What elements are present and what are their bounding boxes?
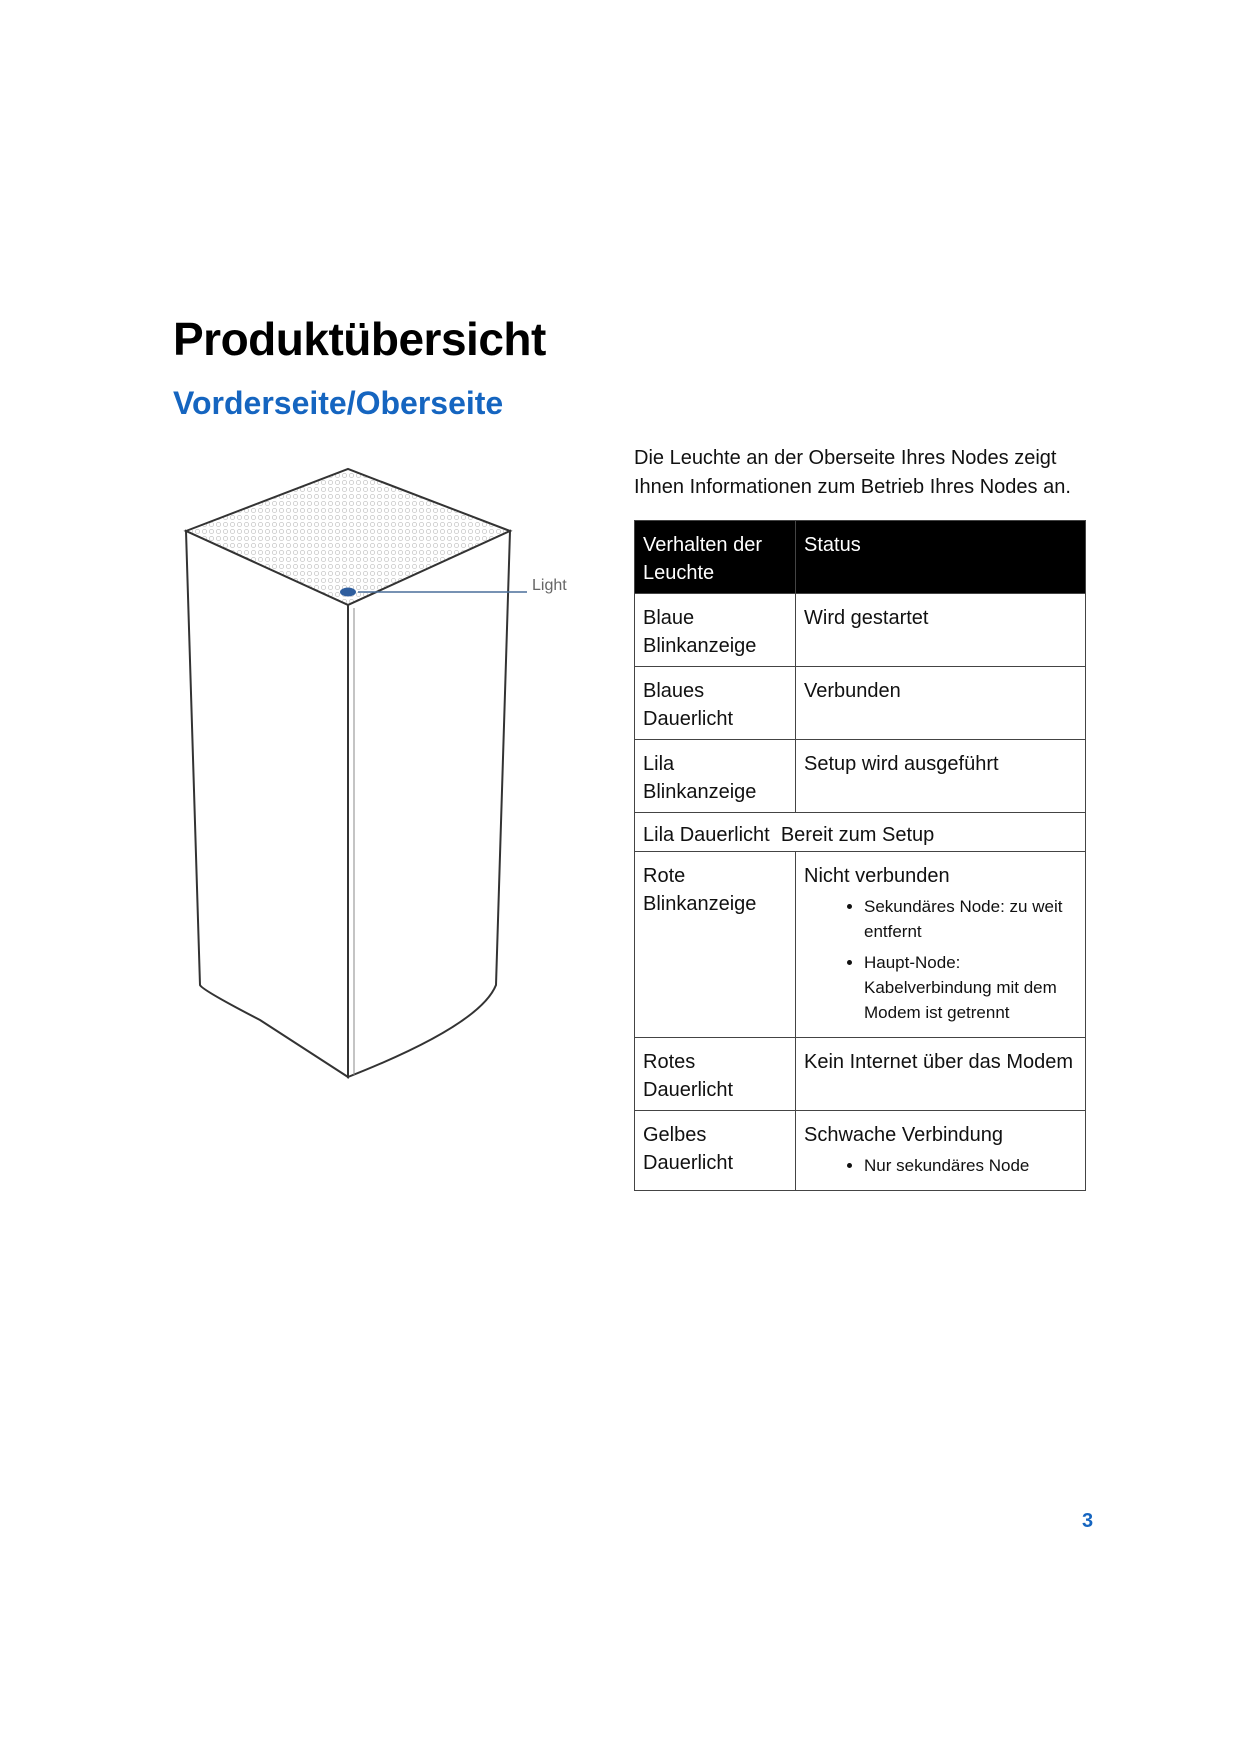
status-cell: Kein Internet über das Modem	[796, 1038, 1086, 1111]
table-row	[635, 1038, 1086, 1111]
status-cell: Wird gestartet	[796, 594, 1086, 667]
table-row	[635, 667, 1086, 740]
merged-cell: Lila Dauerlicht Bereit zum Setup	[635, 813, 1086, 852]
behavior-cell: Gelbes Dauerlicht	[635, 1111, 796, 1191]
light-callout-label: Light	[532, 577, 567, 594]
table-row	[635, 594, 1086, 667]
behavior-cell: Lila Blinkanzeige	[635, 740, 796, 813]
status-bullet-list	[804, 1153, 1077, 1178]
status-bullet: • Haupt-Node: Kabelverbindung mit dem Modem ist getrennt	[864, 950, 1077, 1025]
intro-text: Die Leuchte an der Oberseite Ihres Nodes zeigt Ihnen Informationen zum Betrieb Ihres Nodes an.	[634, 447, 1071, 498]
behavior-cell: Blaue Blinkanzeige	[635, 594, 796, 667]
header-behavior: Verhalten der Leuchte	[635, 521, 796, 594]
section-title: Vorderseite/Oberseite	[173, 385, 504, 421]
status-text: Schwache Verbindung	[804, 1124, 1004, 1146]
page-number: 3	[1082, 1510, 1094, 1532]
status-cell	[796, 1111, 1086, 1191]
status-bullet: • Nur sekundäres Node	[864, 1153, 1077, 1178]
header-status: Status	[796, 521, 1086, 594]
node-device-illustration	[180, 465, 580, 1085]
behavior-cell: Blaues Dauerlicht	[635, 667, 796, 740]
status-cell	[796, 852, 1086, 1038]
behavior-cell: Rote Blinkanzeige	[635, 852, 796, 1038]
table-row	[635, 740, 1086, 813]
table-row	[635, 813, 1086, 852]
status-bullet-list	[804, 894, 1077, 1025]
status-cell: Setup wird ausgeführt	[796, 740, 1086, 813]
status-cell: Verbunden	[796, 667, 1086, 740]
status-bullet: • Sekundäres Node: zu weit entfernt	[864, 894, 1077, 944]
page-title: Produktübersicht	[173, 313, 546, 365]
led-status-table	[634, 520, 1086, 1191]
light-indicator	[340, 588, 356, 597]
table-header-row	[635, 521, 1086, 594]
table-row	[635, 852, 1086, 1038]
behavior-cell: Rotes Dauerlicht	[635, 1038, 796, 1111]
table-row	[635, 1111, 1086, 1191]
status-text: Nicht verbunden	[804, 865, 950, 887]
